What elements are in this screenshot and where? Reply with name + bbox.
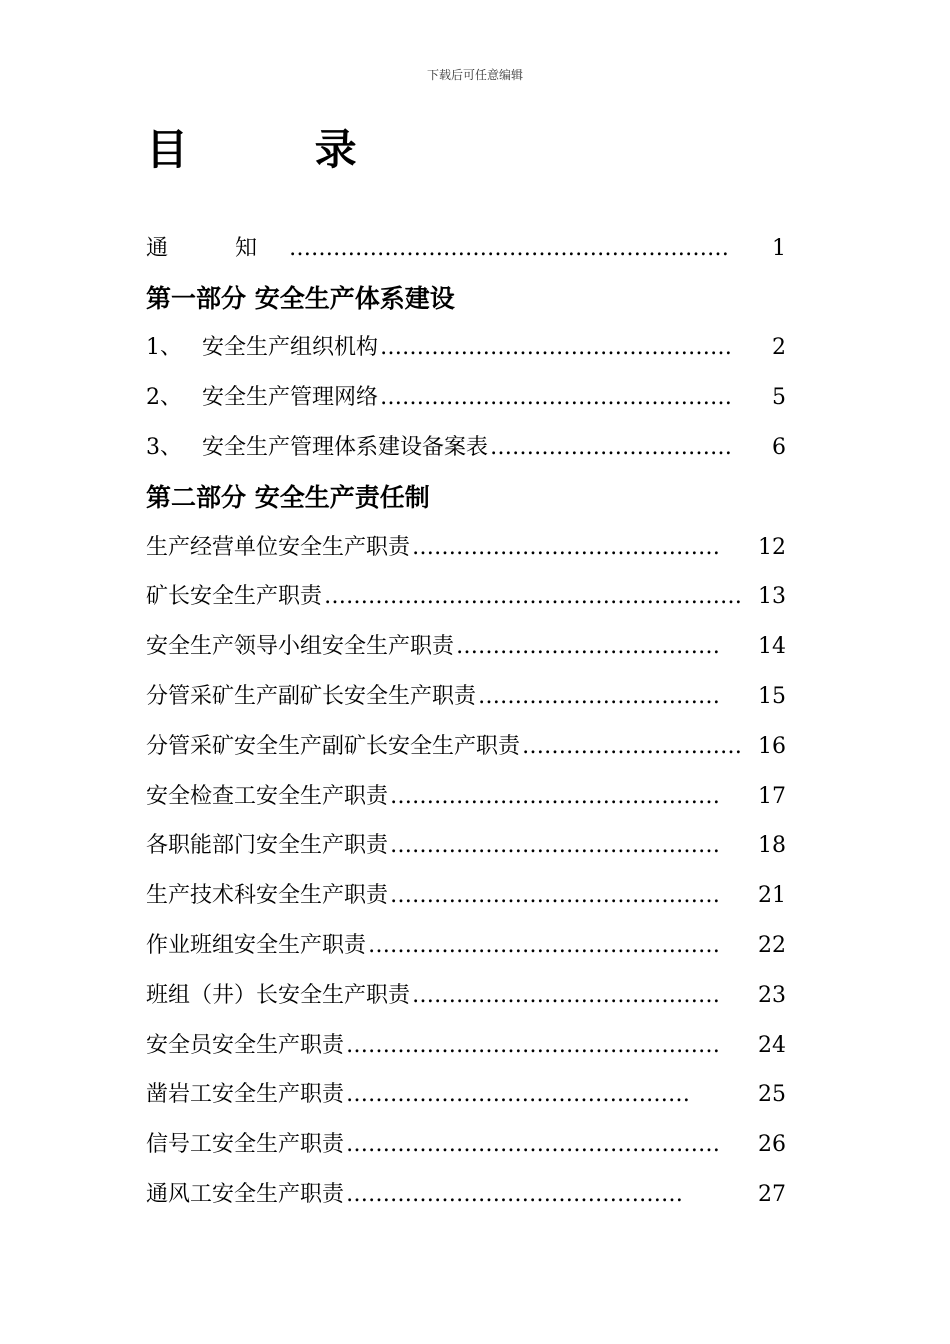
toc-entry-label: 通风工安全生产职责 bbox=[146, 1182, 345, 1208]
toc-entry-page-number: 23 bbox=[758, 982, 786, 1008]
toc-entry[interactable] bbox=[146, 1071, 786, 1121]
toc-entry[interactable] bbox=[146, 373, 786, 423]
toc-entry[interactable] bbox=[146, 722, 786, 772]
toc-entry[interactable] bbox=[146, 921, 786, 971]
toc-entry-leader: ………………………………………………… bbox=[324, 584, 743, 610]
toc-entry-leader: …………………………… bbox=[490, 435, 733, 461]
toc-entry-leader: …………………………… bbox=[478, 684, 721, 710]
page-title: 目 录 bbox=[146, 125, 413, 174]
toc-entry-label: 作业班组安全生产职责 bbox=[146, 933, 367, 959]
toc-section-label: 第二部分 安全生产责任制 bbox=[146, 482, 430, 512]
toc-entry-label: 凿岩工安全生产职责 bbox=[146, 1082, 345, 1108]
toc-entry-label: 生产技术科安全生产职责 bbox=[146, 883, 389, 909]
toc-entry-number: 3、 bbox=[146, 435, 182, 461]
toc-entry-leader: ………………………………………… bbox=[380, 335, 733, 361]
toc-section-heading[interactable] bbox=[146, 274, 786, 324]
toc-entry-leader: ………………….…………………… bbox=[346, 1182, 684, 1208]
toc-entry[interactable] bbox=[146, 622, 786, 672]
toc-entry-leader: ……………………………………… bbox=[390, 783, 721, 809]
toc-entry-page-number: 16 bbox=[758, 733, 786, 759]
toc-entry-page-number: 27 bbox=[758, 1182, 786, 1208]
toc-entry-page-number: 18 bbox=[758, 833, 786, 859]
toc-entry-leader: …………………………………………… bbox=[346, 1132, 721, 1158]
toc-entry-page-number: 13 bbox=[758, 584, 786, 610]
toc-entry-label: 班组（井）长安全生产职责 bbox=[146, 982, 411, 1008]
table-of-contents bbox=[146, 224, 786, 1220]
toc-entry-page-number: 24 bbox=[758, 1032, 786, 1058]
toc-entry-label: 信号工安全生产职责 bbox=[146, 1132, 345, 1158]
toc-entry-label: 生产经营单位安全生产职责 bbox=[146, 534, 411, 560]
toc-section-label: 第一部分 安全生产体系建设 bbox=[146, 283, 455, 313]
toc-entry-page-number: 5 bbox=[772, 385, 786, 411]
toc-entry-label: 安全生产管理网络 bbox=[202, 385, 379, 411]
toc-entry-leader: ……………………………………… bbox=[390, 883, 721, 909]
toc-entry-number: 2、 bbox=[146, 385, 182, 411]
toc-entry-page-number: 22 bbox=[758, 933, 786, 959]
toc-entry[interactable] bbox=[146, 1021, 786, 1071]
toc-entry-leader: ………………….…………….……… bbox=[346, 1082, 691, 1108]
toc-entry-label: 安全生产领导小组安全生产职责 bbox=[146, 634, 455, 660]
toc-entry[interactable] bbox=[146, 324, 786, 374]
toc-entry[interactable] bbox=[146, 1170, 786, 1220]
toc-entry-leader: ……………………………………… bbox=[390, 833, 721, 859]
toc-entry-page-number: 21 bbox=[758, 883, 786, 909]
toc-entry-label: 安全检查工安全生产职责 bbox=[146, 783, 389, 809]
toc-entry-label: 通 知 bbox=[146, 235, 287, 261]
toc-entry-leader: ………………………………………… bbox=[380, 385, 733, 411]
toc-entry-page-number: 15 bbox=[758, 684, 786, 710]
toc-entry-leader: …………………………………………… bbox=[346, 1032, 721, 1058]
toc-entry-page-number: 26 bbox=[758, 1132, 786, 1158]
toc-entry-page-number: 1 bbox=[772, 235, 786, 261]
toc-entry[interactable] bbox=[146, 1120, 786, 1170]
toc-entry[interactable] bbox=[146, 871, 786, 921]
toc-entry-label: 矿长安全生产职责 bbox=[146, 584, 323, 610]
toc-entry-leader: ……………………………… bbox=[456, 634, 721, 660]
toc-entry-leader: …………………………………… bbox=[412, 534, 721, 560]
toc-entry-label: 分管采矿生产副矿长安全生产职责 bbox=[146, 684, 477, 710]
toc-entry[interactable] bbox=[146, 672, 786, 722]
toc-entry-label: 安全生产组织机构 bbox=[202, 335, 379, 361]
toc-entry[interactable] bbox=[146, 573, 786, 623]
toc-entry[interactable] bbox=[146, 772, 786, 822]
toc-entry-label: 安全生产管理体系建设备案表 bbox=[202, 435, 489, 461]
toc-entry-page-number: 6 bbox=[772, 435, 786, 461]
toc-entry-label: 各职能部门安全生产职责 bbox=[146, 833, 389, 859]
toc-entry-leader: ………………………………………… bbox=[368, 933, 721, 959]
toc-entry[interactable] bbox=[146, 423, 786, 473]
toc-entry-page-number: 2 bbox=[772, 335, 786, 361]
toc-entry-label: 安全员安全生产职责 bbox=[146, 1032, 345, 1058]
toc-entry-page-number: 12 bbox=[758, 534, 786, 560]
toc-entry-page-number: 14 bbox=[758, 634, 786, 660]
toc-entry-leader: ………………………… bbox=[522, 733, 743, 759]
header-note: 下载后可任意编辑 bbox=[426, 68, 523, 82]
toc-entry-page-number: 25 bbox=[758, 1082, 786, 1108]
toc-entry[interactable] bbox=[146, 971, 786, 1021]
toc-entry[interactable] bbox=[146, 822, 786, 872]
toc-entry[interactable] bbox=[146, 224, 786, 274]
toc-entry-label: 分管采矿安全生产副矿长安全生产职责 bbox=[146, 733, 521, 759]
toc-entry-number: 1、 bbox=[146, 335, 182, 361]
toc-section-heading[interactable] bbox=[146, 473, 786, 523]
toc-entry-leader: …………………………………… bbox=[412, 982, 721, 1008]
toc-entry-leader: …………………………………………………… bbox=[289, 235, 729, 261]
toc-entry-page-number: 17 bbox=[758, 783, 786, 809]
toc-entry[interactable] bbox=[146, 523, 786, 573]
